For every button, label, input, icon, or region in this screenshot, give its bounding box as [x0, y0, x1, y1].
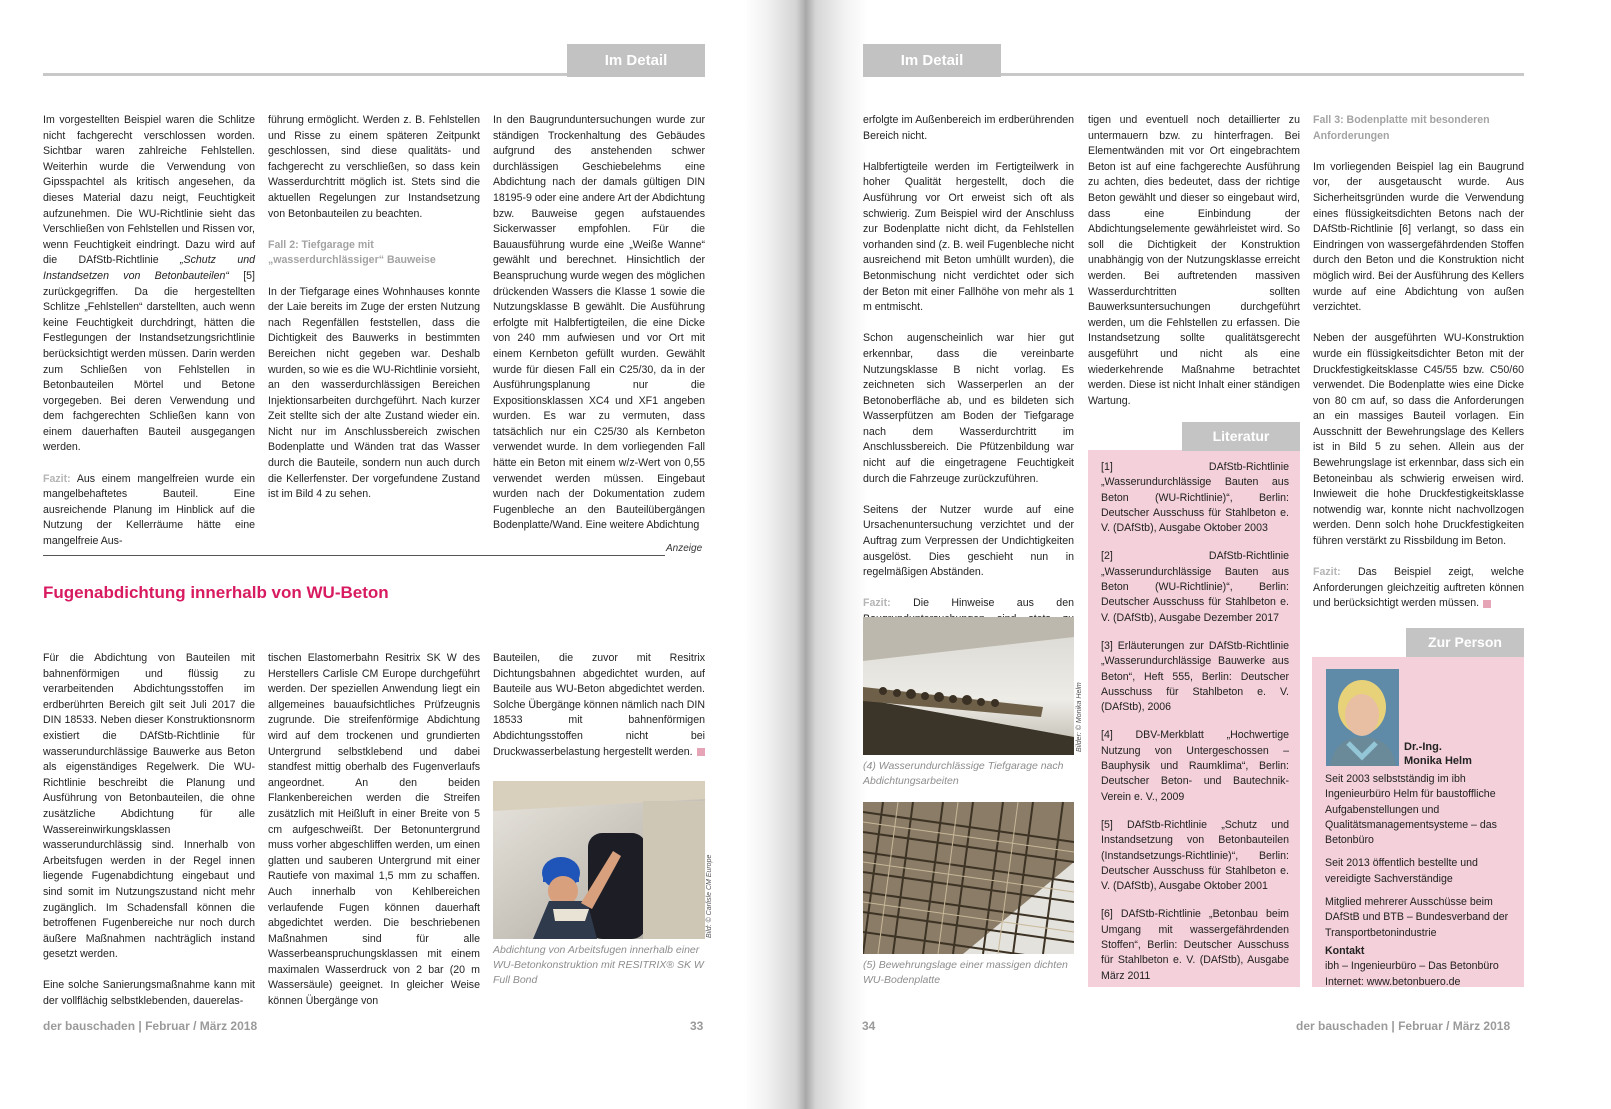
literature-item: [6] DAfStb-Richtlinie „Betonbau beim Umgang mit wassergefährdenden Stoffen“, Berlin: Deutscher Ausschuss für Stahlbeton e. V. (DAfStb), Ausgabe März 2011 [1101, 908, 1289, 982]
spine-shadow [744, 0, 868, 1109]
literature-item: [4] DBV-Merkblatt „Hochwertige Nutzung von Untergeschossen – Bauphysik und Raumklima“, Berlin: Deutscher Beton- und Bautechnik-Verein e. V., 2009 [1101, 729, 1289, 803]
author-bio: Seit 2003 selbstständig im ibh Ingenieurbüro Helm für baustoffliche Aufgabenstellungen und Qualitätsmanagementsysteme – das Betonbüro Seit 2013 öffentlich bestellte und vereidigte Sachverständige Mitglied mehrerer Ausschüsse beim DAfStB und BTB – Bundesverband der Transportbetonindustrie Kontakt ibh – Ingenieurbüro – Das Betonbüro Internet: www.betonbuero.de [1325, 772, 1513, 990]
ad-column-1: Für die Abdichtung von Bauteilen mit bahnenförmigen und flüssig zu verarbeitenden Abdichtungsstoffen im erdberührten Bereich gilt seit Juli 2017 die DIN 18533. Neben dieser Konstruktionsnorm existiert die DAfStb-Richtlinie für wasserundurchlässige Bauwerke aus Beton als eigenständiges Regelwerk. Die WU-Richtlinie beschreibt die Planung und Ausführung von Betonbauteilen, die ohne zusätzliche Abdichtung für alle Wassereinwirkungsklassen wasserundurchlässig sind. Innerhalb von Arbeitsfugen werden in der Regel innen liegende Fugenabdichtung eingebaut und sind somit im Nutzungszustand nicht mehr zugänglich. Im Schadensfall können die betroffenen Fugenbereiche nur noch durch äußere Maßnahmen nachträglich instand gesetzt werden. Eine solche Sanierungsmaßnahme kann mit der vollflächig selbstklebenden, dauerelas- [43, 652, 255, 1008]
page-number: 34 [862, 1019, 876, 1033]
contact-heading: Kontakt [1325, 944, 1365, 957]
footer-right: der bauschaden | Februar / März 2018 [1296, 1019, 1511, 1033]
section-tab: Im Detail [567, 44, 705, 77]
website-link[interactable]: Internet: www.betonbuero.de [1325, 975, 1461, 988]
article-column-1: Im vorgestellten Beispiel waren die Schlitze nicht fachgerecht verschlossen worden. Sichtbar waren zahlreiche Fehlstellen. Weiterhin wurde die Verwendung von Gipsspachtel als kritisch angesehen, da dieses Material dazu neigt, Feuchtigkeit aufzunehmen. Die WU-Richtlinie sieht das Verschließen von Fehlstellen und Rissen vor, wenn Feuchtigkeit eindringt. Dazu wird auf die DAfStb-Richtlinie „Schutz und Instandsetzen von Betonbauteilen“ [5] zurückgegriffen. Da die hergestellten Schlitze „Fehlstellen“ darstellten, auch wenn keine Feuchtigkeit durchdringt, hätten die Festlegungen der Instandsetzungsrichtlinie berücksichtigt werden müssen. Darin werden zum Schließen von Fehlstellen in Betonbauteilen Mörtel und Betone vorgegeben. Bei deren Verwendung und dem fachgerechten Schließen kann von einem dauerhaften Bauteil ausgegangen werden. Fazit: Aus einem mangelfreien wurde ein mangelbehaftetes Bauteil. Eine ausreichende Planung im Hinblick auf die Nutzung der Kellerräume hätte eine mangelfreie Aus- [43, 114, 256, 548]
literature-list [1101, 460, 1289, 997]
end-mark [1483, 600, 1491, 608]
fazit-label: Fazit: [43, 472, 71, 485]
end-mark [697, 748, 705, 756]
case-heading: Fall 3: Bodenplatte mit besonderen Anforderungen [1313, 114, 1490, 142]
footer-left: der bauschaden | Februar / März 2018 [43, 1019, 258, 1033]
literature-item: [3] Erläuterungen zur DAfStb-Richtlinie „Wasserundurchlässige Bauwerke aus Beton“, Heft 555, Berlin: Deutscher Ausschuss für Stahlbeton e. V. (DAfStb), 2006 [1101, 639, 1289, 714]
case-heading: Fall 2: Tiefgarage mit „wasserdurchlässiger“ Bauweise [268, 238, 436, 267]
ad-column-3: Bauteilen, die zuvor mit Resitrix Dichtungsbahnen abgedichtet wurden, auf Bauteile aus WU-Beton abgedichtet werden. Solche Übergänge können nämlich nach DIN 18533 mit bahnenförmigen Abdichtungsstoffen nicht bei Druckwasserbelastung hergestellt werden. [493, 652, 706, 758]
garage-photo-illustration [863, 617, 1074, 755]
ad-headline: Fugenabdichtung innerhalb von WU-Beton [43, 583, 389, 602]
photo-caption: (5) Bewehrungslage einer massigen dichten WU-Bodenplatte [863, 959, 1068, 986]
right-column-1: erfolgte im Außenbereich im erdberührenden Bereich nicht. Halbfertigteile werden im Fertigteilwerk in hoher Qualität hergestellt, doch die Ausführung vor Ort erweist sich oft als schwierig. Zum Beispiel wird der Anschluss zur Bodenplatte nicht dicht, da Fehlstellen vorhanden sind (z. B. weil Fugenbleche nicht ausreichend mit Beton umhüllt wurden), die Betonmischung nicht verdichtet oder sich der Beton mit einer Fallhöhe von mehr als 1 m entmischt. Schon augenscheinlich war hier gut erkennbar, dass die vereinbarte Nutzungsklasse B nicht vorlag. Es zeichneten sich Wasserperlen an der Betonoberfläche ab, und es bildeten sich Wasserpfützen am Boden der Tiefgarage nach dem Wasserdurchtritt im Anschlussbereich. Die Pfützenbildung war nicht auf die eingetragene Feuchtigkeit durch die Fahrzeuge zurückzuführen. Seitens der Nutzer wurde auf eine Ursachenuntersuchung verzichtet und der Auftrag zum Verpressen der Undichtigkeiten ausgelöst. Dies geschieht nun in regelmäßigen Abständen. Fazit: Die Hinweise aus den [863, 114, 1074, 610]
fazit-label: Fazit: [863, 597, 891, 610]
worker-photo-illustration [493, 781, 705, 939]
left-page [0, 0, 744, 1109]
literature-item: [2] DAfStb-Richtlinie „Wasserundurchlässige Bauten aus Beton (WU-Richtlinie)“, Berlin: Deutscher Ausschuss für Stahlbeton e. V. (DAfStb), Ausgabe Dezember 2017 [1101, 550, 1289, 624]
photo-caption: Abdichtung von Arbeitsfugen innerhalb einer WU-Betonkonstruktion mit RESITRIX® SK W Full Bond [493, 944, 704, 986]
literature-item: [5] DAfStb-Richtlinie „Schutz und Instandsetzung von Betonbauteilen (Instandsetzungs-Richtlinie)“, Berlin: Deutscher Ausschuss für Stahlbeton e. V. (DAfStb), Ausgabe Oktober 2001 [1101, 818, 1289, 893]
reinforcement-photo [863, 802, 1074, 954]
author-box-title: Zur Person [1406, 628, 1524, 657]
fazit-label: Fazit: [1313, 566, 1341, 579]
literature-item: [1] DAfStb-Richtlinie „Wasserundurchlässige Bauten aus Beton (WU-Richtlinie)“, Berlin: Deutscher Ausschuss für Stahlbeton e. V. (DAfStb), Ausgabe Oktober 2003 [1101, 461, 1289, 535]
author-portrait-illustration [1326, 669, 1399, 766]
right-column-2: tigen und eventuell noch detaillierter zu untermauern bzw. zu hinterfragen. Bei Elementwänden mit vor Ort eingebrachtem Beton ist auf eine fachgerechte Ausführung zu achten, dies bedeutet, dass der richtige Beton gewählt und dieser so eingebaut wird, dass eine Einbindung der Abdichtungselemente gewährleistet wird. So soll die Dichtigkeit der Konstruktion unabhängig von der Nutzungsklasse erreicht werden. Bei auftretenden massiven Wasserdurchtritten sollten Bauwerksuntersuchungen durchgeführt werden, um die Fehlstellen zu erfassen. Die Instandsetzung sollte qualitätsgerecht ausgeführt und nicht als eine wiederkehrende Maßnahme betrachtet werden. Diese ist nicht Inhalt einer ständigen Wartung. [1088, 114, 1300, 407]
article-column-3: In den Baugrunduntersuchungen wurde zur ständigen Trockenhaltung des Gebäudes aufgrund des anstehenden schwer durchlässigen Geschiebelehms eine Abdichtung nach der damals gültigen DIN 18195-9 oder eine andere Art der Abdichtung bzw. Bauweise gegen aufstauendes Sickerwasser empfohlen. Für die Bauausführung wurde eine „Weiße Wanne“ gewählt und berechnet. Hinsichtlich der Beanspruchung wurde wegen des möglichen drückenden Wassers die Klasse 1 sowie die Nutzungsklasse B gewählt. Die Ausführung erfolgte mit Halbfertigteilen, die eine Dicke von 240 mm aufwiesen und vor Ort mit einem Kernbeton gefüllt wurden. Gewählt wurde für diesen Fall ein C25/30, da in der Ausführungsplanung nur die Expositionsklassen XC4 und XF1 angeben wurden. Es war zu vermuten, dass tatsächlich nur ein C25/30 als Kernbeton verwendet wurde. In dem vorliegenden Fall hätte ein Beton mit einem w/z-Wert von 0,55 verwendet werden müssen. Eingebaut wurden nach der Dokumentation zudem Fugenbleche an den Bauteilübergängen Bodenplatte/Wand. Eine weitere Abdichtung [493, 114, 705, 532]
reinforcement-photo-illustration [863, 802, 1074, 954]
section-tab: Im Detail [863, 44, 1001, 77]
worker-photo [493, 781, 705, 939]
ad-label: Anzeige [666, 543, 703, 554]
photo-caption: (4) Wasserundurchlässige Tiefgarage nach Abdichtungsarbeiten [863, 760, 1064, 787]
literature-title: Literatur [1182, 422, 1300, 451]
ad-divider [43, 543, 665, 556]
photo-credit: Bilder: © Monika Helm [1076, 682, 1083, 752]
author-name: Dr.-Ing. Monika Helm [1404, 741, 1472, 767]
article-column-2: führung ermöglicht. Werden z. B. Fehlstellen und Risse zu einem späteren Zeitpunkt geschlossen, sind diese qualitäts- und fachgerecht zu verschließen, so dass kein Wasserdurchtritt möglich ist. Stets sind die aktuellen Regelungen zur Instandsetzung von Betonbauteilen zu beachten. Fall 2: Tiefgarage mit „wasserdurchlässiger“ Bauweise In der Tiefgarage eines Wohnhauses konnte der Laie bereits im Zuge der ersten Nutzung nach Regenfällen feststellen, dass die Dichtigkeit des Bauwerks in bestimmten Bereichen nicht gegeben war. Deshalb wurden, so wie es die WU-Richtlinie vorsieht, an den wasserdurchlässigen Bereichen Injektionsarbeiten durchgeführt. Nach kurzer Zeit stellte sich der alte Zustand wieder ein. Nicht nur im Anschlussbereich zwischen Bodenplatte und Wänden trat das Wasser durch die Bauteile, sondern nun auch durch die Kellerfenster. Der vorgefundene Zustand ist im Bild 4 zu sehen. [268, 114, 480, 501]
author-portrait [1326, 669, 1399, 766]
page-number: 33 [690, 1019, 704, 1033]
photo-credit: Bild: © Carlisle CM Europe [706, 854, 713, 938]
garage-photo [863, 617, 1074, 755]
ad-column-2: tischen Elastomerbahn Resitrix SK W des Herstellers Carlisle CM Europe durchgeführt werden. Der speziellen Anwendung liegt ein allgemeines bauaufsichtliches Prüfzeugnis zugrunde. Die streifenförmige Abdichtung wird auf dem trockenen und grundierten Untergrund selbstklebend und dabei standfest mittig oberhalb des Fugenverlaufs angeordnet. An den beiden Flankenbereichen werden die Streifen zusätzlich mit Heißluft in einer Breite von 5 cm aufgeschweißt. Der Betonuntergrund muss vorher abgeschliffen werden, um einen glatten und sauberen Untergrund mit einer Rautiefe von maximal 1,5 mm zu schaffen. Auch innerhalb von Kehlbereichen verlaufende Fugen können dauerhaft abgedichtet werden. Die beschriebenen Maßnahmen sind für alle Wasserbeanspruchungsklassen mit einem maximalen Wasserdruck von 2 bar (20 m Wassersäule) geeignet. In gleicher Weise können Übergänge von [268, 652, 480, 1008]
right-column-3: Fall 3: Bodenplatte mit besonderen Anforderungen Im vorliegenden Beispiel lag ein Baugrund vor, der ausgetauscht wurde. Aus Sicherheitsgründen wurde die Verwendung eines flüssigkeitsdichten Betons nach der DAfStb-Richtlinie [6] verlangt, so dass ein Eindringen von wassergefährdenden Stoffen durch den Beton und die Konstruktion nicht möglich wird. Bei der Ausführung des Kellers wurde auf eine Abdichtung von außen verzichtet. Neben der ausgeführten WU-Konstruktion wurde ein flüssigkeitsdichter Beton mit der Druckfestigkeitsklasse C45/55 bzw. C50/60 verwendet. Die Bodenplatte wies eine Dicke von 80 cm auf, so dass die Anforderungen an ein massiges Bauteil vorlagen. Ein Ausschnitt der Bewehrungslage des Kellers ist in Bild 5 zu sehen. Allein aus der Bewehrungslage ist erkennbar, dass sich ein Betoneinbau als schwierig erweisen wird. Inwieweit die hohe Druckfestigkeitsklasse notwendig war, konnte nicht nachvollzogen werden. Denn solch hohe Druckfestigkeiten führen verstärkt zu Rissbildung im Beton. Fazit: Das Beispiel zeigt, welche Anforderungen gleichzeitig auftreten können und berücksichtigt werden müssen. [1313, 114, 1524, 610]
